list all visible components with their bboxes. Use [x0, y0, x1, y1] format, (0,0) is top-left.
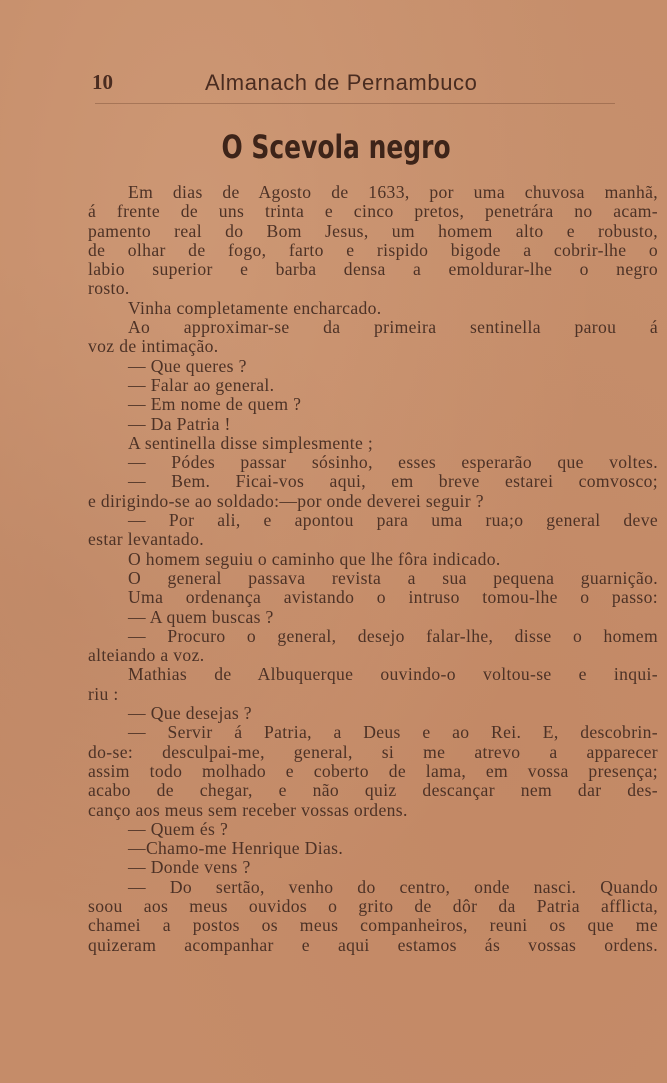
text-line: rosto.	[88, 278, 130, 299]
text-line: Vinha completamente encharcado.	[128, 297, 382, 318]
article-body	[88, 183, 658, 955]
text-line: voz de intimação.	[88, 336, 219, 357]
article-title: O Scevola negro	[221, 128, 451, 166]
text-line: — Quem és ?	[128, 818, 229, 839]
text-line: — Pódes passar sósinho, esses esperarão que voltes.	[128, 452, 658, 473]
text-line: assim todo molhado e coberto de lama, em vossa presença;	[88, 760, 658, 781]
text-line: canço aos meus sem receber vossas ordens.	[88, 799, 408, 820]
page-header	[92, 70, 592, 100]
text-line: estar levantado.	[88, 529, 204, 550]
text-line: labio superior e barba densa a emoldurar-lhe o negro	[88, 259, 658, 280]
text-line: soou aos meus ouvidos o grito de dôr da Patria afflicta,	[88, 895, 658, 916]
text-line: — Em nome de quem ?	[128, 394, 302, 415]
text-line: do-se: desculpai-me, general, si me atrevo a apparecer	[88, 741, 658, 762]
text-line: alteiando a voz.	[88, 645, 205, 666]
text-line: — Procuro o general, desejo falar-lhe, disse o homem	[128, 625, 658, 646]
running-title: Almanach de Pernambuco	[205, 70, 478, 95]
text-line: O general passava revista a sua pequena guarnição.	[128, 567, 658, 588]
header-rule	[95, 103, 615, 104]
text-line: á frente de uns trinta e cinco pretos, penetrára no acam-	[88, 201, 658, 222]
text-line: acabo de chegar, e não quiz descançar nem dar des-	[88, 780, 658, 801]
text-line: — Da Patria !	[128, 413, 231, 434]
text-line: — Servir á Patria, a Deus e ao Rei. E, descobrin-	[128, 722, 658, 743]
text-line: de olhar de fogo, farto e rispido bigode a cobrir-lhe o	[88, 239, 658, 260]
text-line: — Bem. Ficai-vos aqui, em breve estarei comvosco;	[128, 471, 658, 492]
text-line: A sentinella disse simplesmente ;	[128, 432, 374, 453]
text-line: — Por ali, e apontou para uma rua;o general deve	[128, 510, 658, 531]
text-line: — Falar ao general.	[128, 374, 275, 395]
text-line: — Do sertão, venho do centro, onde nasci. Quando	[128, 876, 658, 897]
text-line: chamei a postos os meus companheiros, reuni os que me	[88, 915, 658, 936]
text-line: riu :	[88, 683, 119, 704]
text-line: e dirigindo-se ao soldado:—por onde deverei seguir ?	[88, 490, 484, 511]
page-number: 10	[92, 70, 113, 94]
text-line: pamento real do Bom Jesus, um homem alto e robusto,	[88, 220, 658, 241]
text-line: — Que desejas ?	[128, 703, 252, 724]
text-line: Em dias de Agosto de 1633, por uma chuvosa manhã,	[128, 182, 658, 202]
text-line: quizeram acompanhar e aqui estamos ás vossas ordens.	[88, 934, 658, 955]
text-line: — A quem buscas ?	[128, 606, 274, 627]
text-line: —Chamo-me Henrique Dias.	[128, 838, 344, 859]
text-line: O homem seguiu o caminho que lhe fôra indicado.	[128, 548, 501, 569]
text-line: — Donde vens ?	[128, 857, 251, 878]
text-line: — Que queres ?	[128, 355, 247, 376]
text-line: Uma ordenança avistando o intruso tomou-lhe o passo:	[128, 587, 658, 608]
text-line: Mathias de Albuquerque ouvindo-o voltou-se e inqui-	[128, 664, 658, 685]
text-line: Ao approximar-se da primeira sentinella parou á	[128, 317, 658, 338]
